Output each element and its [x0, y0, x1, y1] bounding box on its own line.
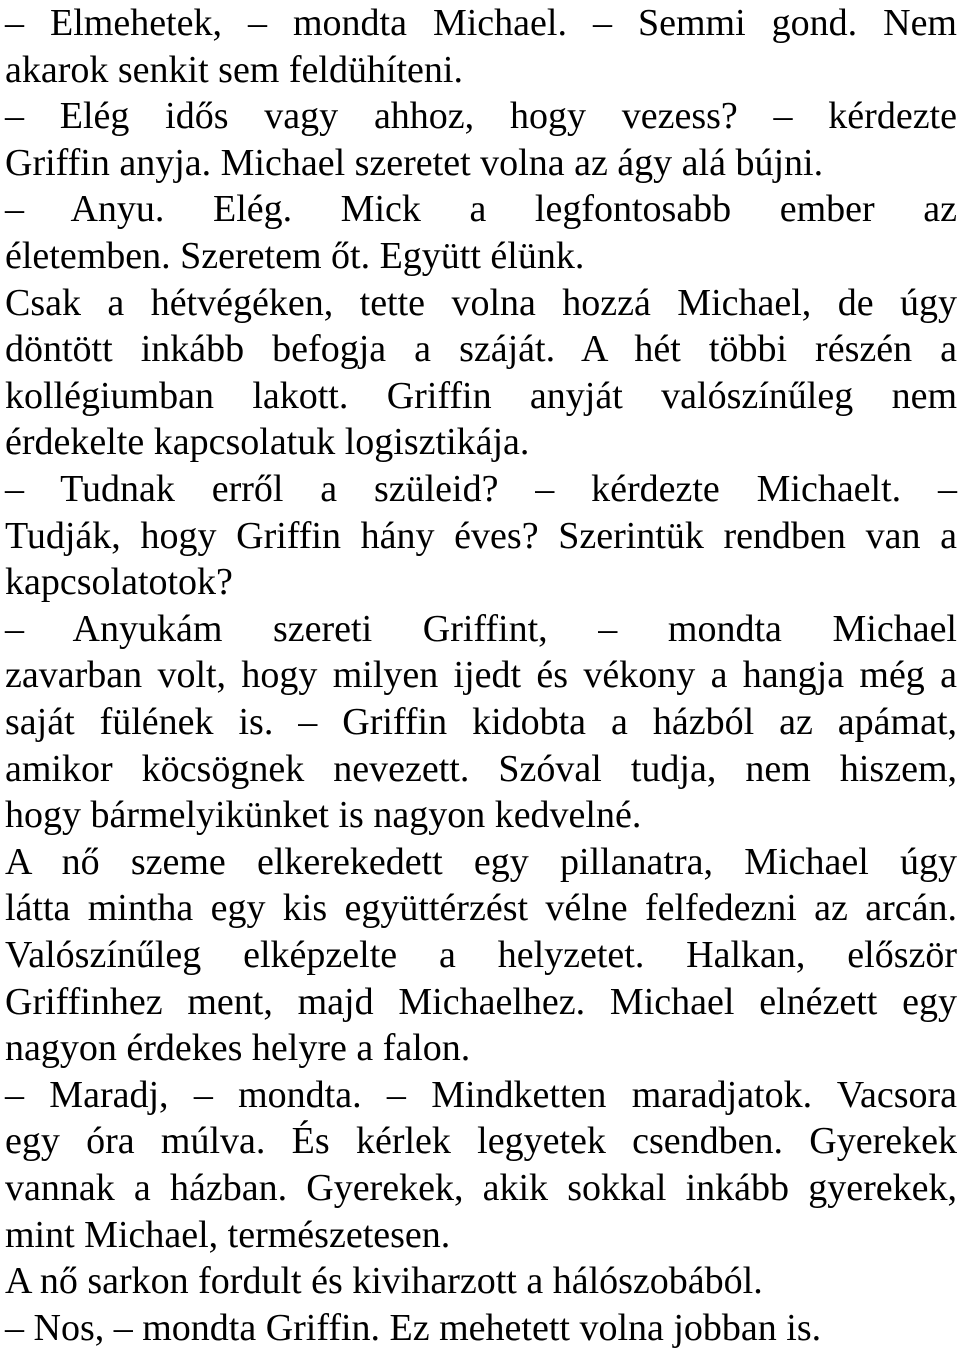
text-line: A nő szeme elkerekedett egy pillanatra, Michael úgy — [5, 840, 957, 883]
text-line: egy óra múlva. És kérlek legyetek csendben. Gyerekek — [5, 1120, 957, 1163]
text-line: – Maradj, – mondta. – Mindketten maradjatok. Vacsora — [5, 1073, 957, 1116]
text-line: – Nos, – mondta Griffin. Ez mehetett volna jobban is. — [5, 1306, 822, 1349]
text-line: Tudják, hogy Griffin hány éves? Szerintük rendben van a — [5, 514, 957, 557]
text-line: életemben. Szeretem őt. Együtt élünk. — [5, 235, 585, 277]
text-line: – Anyu. Elég. Mick a legfontosabb ember az — [5, 188, 957, 231]
text-line: saját fülének is. – Griffin kidobta a házból az apámat, — [5, 701, 957, 743]
text-line: érdekelte kapcsolatuk logisztikája. — [5, 421, 530, 464]
text-line: amikor köcsögnek nevezett. Szóval tudja, nem hiszem, — [5, 747, 957, 790]
text-line: döntött inkább befogja a száját. A hét többi részén a — [5, 328, 957, 371]
text-line: Valószínűleg elképzelte a helyzetet. Halkan, először — [5, 934, 957, 976]
text-line: hogy bármelyikünket is nagyon kedvelné. — [5, 794, 642, 837]
text-line: látta mintha egy kis együttérzést vélne felfedezni az arcán. — [5, 887, 957, 930]
text-line: akarok senkit sem feldühíteni. — [5, 48, 463, 91]
text-line: vannak a házban. Gyerekek, akik sokkal inkább gyerekek, — [5, 1167, 957, 1209]
text-line: – Elég idős vagy ahhoz, hogy vezess? – kérdezte — [5, 95, 957, 138]
text-line: – Elmehetek, – mondta Michael. – Semmi gond. Nem — [5, 2, 957, 44]
text-line: Griffinhez ment, majd Michaelhez. Michael elnézett egy — [5, 980, 957, 1023]
text-line: – Tudnak erről a szüleid? – kérdezte Michaelt. – — [5, 468, 957, 510]
text-line: nagyon érdekes helyre a falon. — [5, 1027, 471, 1070]
text-line: A nő sarkon fordult és kiviharzott a hálószobából. — [5, 1260, 763, 1303]
text-line: kollégiumban lakott. Griffin anyját valószínűleg nem — [5, 374, 957, 417]
text-line: zavarban volt, hogy milyen ijedt és vékony a hangja még a — [5, 654, 957, 697]
text-line: mint Michael, természetesen. — [5, 1213, 451, 1256]
text-line: Griffin anyja. Michael szeretet volna az ágy alá bújni. — [5, 141, 824, 184]
text-line: Csak a hétvégéken, tette volna hozzá Michael, de úgy — [5, 281, 957, 324]
text-line: – Anyukám szereti Griffint, – mondta Michael — [5, 607, 957, 650]
text-line: kapcsolatotok? — [5, 561, 233, 604]
